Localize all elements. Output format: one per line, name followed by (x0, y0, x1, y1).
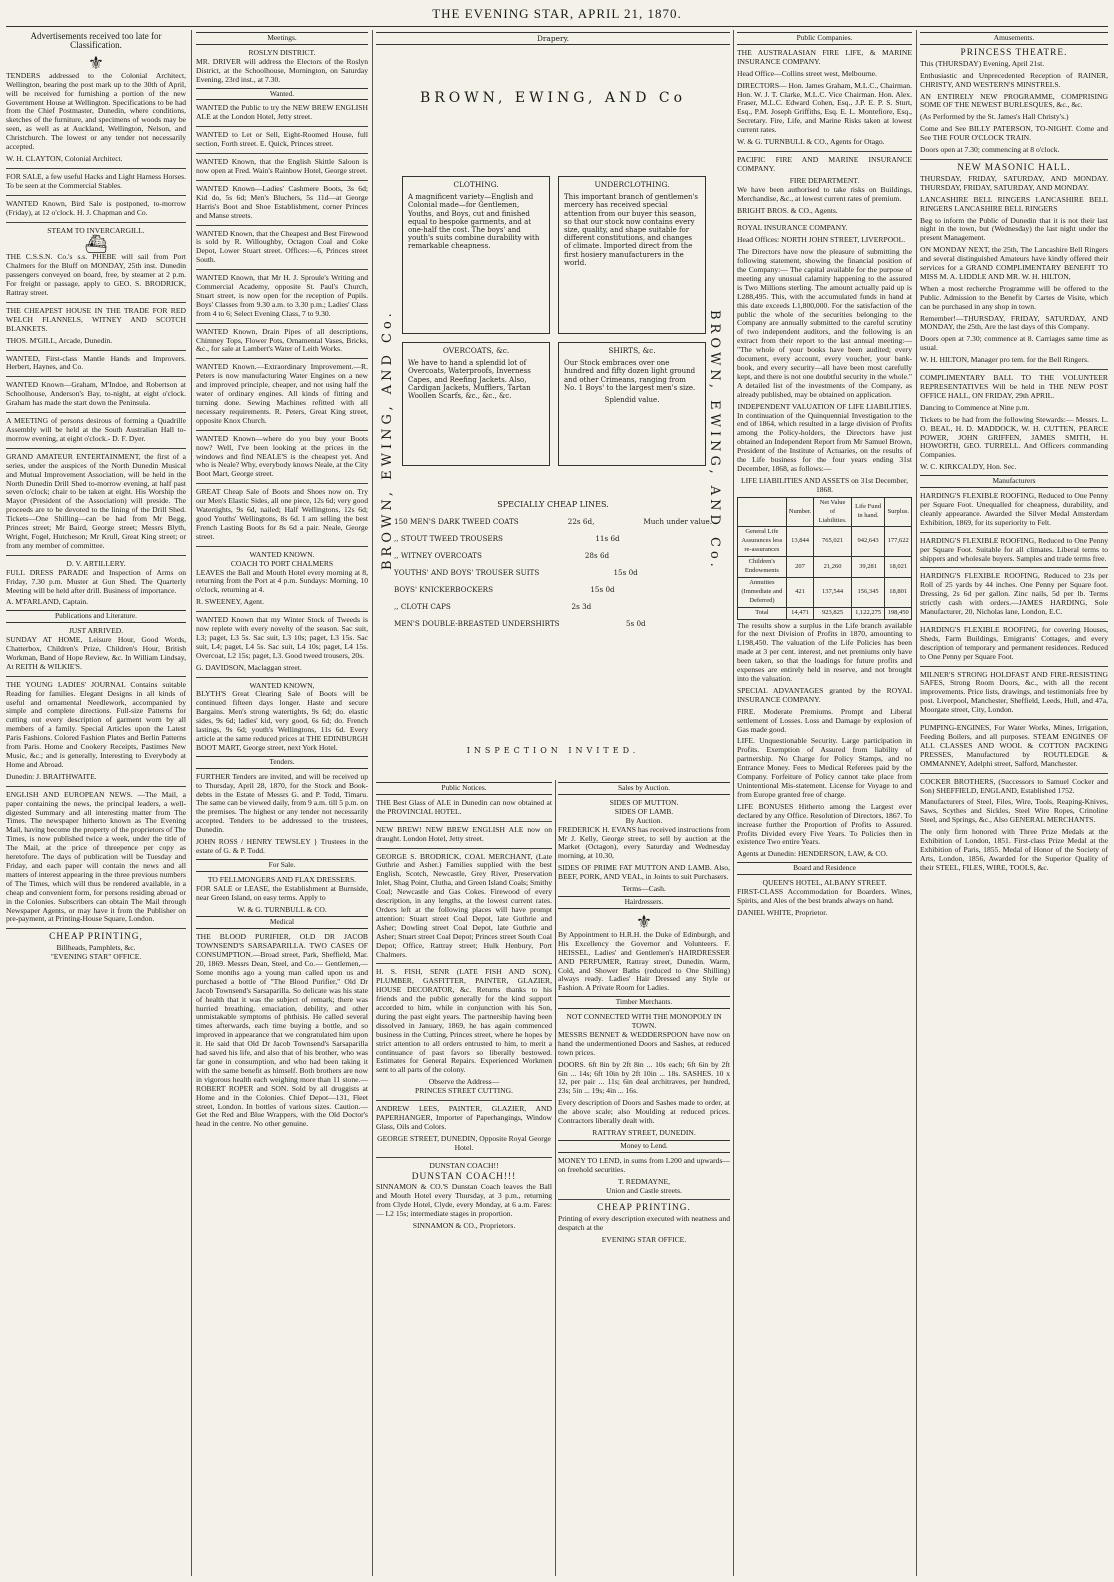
ad-australasian: THE AUSTRALASIAN FIRE LIFE, & MARINE INSURANCE COMPANY. (737, 47, 912, 66)
ad-parade: FULL DRESS PARADE and Inspection of Arms on Friday, 7.30 p.m. Muster at Gun Shed. The Quarterly Meeting will be held after drill. Business of importance. (6, 567, 186, 595)
price-line (394, 602, 712, 611)
table-cell: 923,825 (814, 607, 851, 619)
ad-bird-sale: WANTED Known, Bird Sale is postponed, to-morrow (Friday), at 12 o'clock. H. J. Chapman and Co. (6, 198, 186, 217)
column-divider (555, 780, 556, 1576)
ad-heading: COACH TO PORT CHALMERS (230, 558, 334, 568)
ad-money: MONEY TO LEND, in sums from L200 and upwards—on freehold securities. (558, 1155, 730, 1174)
table-cell: 18,801 (885, 577, 912, 607)
section-heading: Sales by Auction. (558, 782, 730, 795)
table-cell: 13,844 (786, 527, 814, 557)
table-cell: 198,450 (885, 607, 912, 619)
ad-fish: H. S. FISH, SENR (LATE FISH AND SON). PLUMBER, GASFITTER, PAINTER, GLAZIER, HOUSE DECORATOR, &c. Returns thanks to his friends and the public generally for the kind support accorded to him, while in conjunction with his Son, during the past eight years. The partnership having been dissolved in January, 1869, he has again commenced business in the Cutting, Princes street, where he hopes by strict attention to all orders entrusted to him, to merit a continuance of past favors so liberally bestowed. Estimates for General Repairs. Experienced Workmen sent to all parts of the colony. (376, 967, 552, 1075)
ad-royal: ROYAL INSURANCE COMPANY. (737, 223, 848, 233)
price-line (394, 568, 712, 577)
ad-wanted: WANTED Known.—Extraordinary Improvement.—R. Peters is now manufacturing Water Engines on a new and improved principle, cheaper, and not using half the water of ordinary engines. All kinds of fitting and turning done. Sewing Machines refitted with all necessary requirements. R. Peters, Great King street, opposite Knox Church. (196, 362, 368, 425)
column-late-advertisements (6, 30, 186, 1576)
ad-tickets: Tickets to be had from the following Stewards:— Messrs. L. O. BEAL, H. D. MADDOCK, W. H. CUTTEN, PEARCE POWER, JOHN GRIFFEN, JAMES SMITH, H. HOWORTH, GEO. TURRELL. And Officers commanding Companies. (920, 414, 1108, 460)
table-cell: 39,281 (851, 557, 885, 578)
table-row-label: Total (738, 607, 787, 619)
ad-heading: INDEPENDENT VALUATION OF LIFE LIABILITIES. (737, 401, 912, 411)
ad-heading: JUST ARRIVED. (68, 626, 124, 636)
box-text: This important branch of gentlemen's mercery has received special attention from our buyer this season, so that our stock now contains every size, quality, and shape suitable for different constitutions, and changes of climate. Imported direct from the first hosiery manufacturers in the world. (564, 193, 699, 267)
ad-text: This (THURSDAY) Evening, April 21st. (920, 58, 1045, 68)
drapery-vertical-right: BROWN, EWING, AND Co. (707, 309, 722, 571)
ad-text: LANCASHIRE BELL RINGERS LANCASHIRE BELL RINGERS LANCASHIRE BELL RINGERS (920, 194, 1108, 213)
ad-wanted: WANTED to Let or Sell, Eight-Roomed House, full section, Forth street. E. Quick, Princes street. (196, 130, 368, 149)
ad-signature: THOS. M'GILL, Arcade, Dunedin. (6, 335, 113, 345)
drapery-vertical-left: BROWN, EWING, AND Co. (380, 309, 395, 571)
ad-text: Manufacturers of Steel, Files, Wire, Tools, Reaping-Knives, Saws, Scythes and Sickles, Steel Wire Ropes, Crinoline Steel, and Springs, &c., Also GENERAL MERCHANTS. (920, 797, 1108, 825)
section-heading: Public Notices. (376, 782, 552, 795)
ad-signature: A. M'FARLAND, Captain. (6, 597, 89, 607)
ad-royal-statement: The Directors have now the pleasure of submitting the following statement, showing the financial position of the Company:— The capital available for the purpose of meeting any unusual calamity happening to the assured is Two Millions sterling. The amount actually paid up is L288,495. This, with the accumulated funds in hand at this date exceeds L1,800,000. For the satisfaction of the public the whole of the securities belonging to the Company are annually submitted to the careful scrutiny of two independent auditors, and the following is an extract from their report to the last annual meeting:— "The whole of your books have been audited; every document, every account, every voucher, your bank-book, and every security—all have been most carefully kept, and there is not one doubtful security in the whole." A detailed list of the investments of the Company, as already published, may be obtained on application. (737, 247, 912, 399)
ad-for-sale-horses: FOR SALE, a few useful Hacks and Light Harness Horses. To be seen at the Commercial Stables. (6, 171, 186, 190)
ad-fire: FIRE. Moderate Premiums. Prompt and Liberal settlement of Losses. Loss and Damage by explosion of Gas made good. (737, 706, 912, 734)
ad-text: Observe the Address— (428, 1077, 500, 1087)
ad-text: Doors open at 7.30; commence at 8. Carriages same time as usual. (920, 334, 1108, 353)
ad-doors-prices: DOORS. 6ft 8in by 2ft 8in ... 10s each; 6ft 6in by 2ft 6in ... 14s; 6ft 10in by 2ft 10in ... 18s. SASHES. 10 x 12, per pair ... 11s; 6in deal architraves, per hundred, 23s; 5in ... 19s; 4in ... 16s. (558, 1059, 730, 1096)
ad-signature: BRIGHT BROS. & CO., Agents. (737, 205, 838, 215)
ad-printing: Printing of every description executed with neatness and despatch at the (558, 1214, 730, 1233)
ad-wanted: WANTED the Public to try the NEW BREW ENGLISH ALE at the London Hotel, Jetty street. (196, 103, 368, 122)
section-heading: Board and Residence (737, 862, 912, 875)
column-divider (916, 30, 917, 1576)
price-line (394, 517, 712, 526)
section-heading: Timber Merchants. (558, 996, 730, 1009)
box-text: Splendid value. (604, 396, 660, 405)
table-header-cell: Net Value of Liabilities. (814, 497, 851, 527)
ad-signature: SINNAMON & CO., Proprietors. (412, 1221, 516, 1231)
ad-blyth: BLYTH'S Great Clearing Sale of Boots will be continued fifteen days longer. Haste and secure Bargains. Men's strong watertights, 9s 6d; do. elastic sides, 9s 6d; ladies' kid, very good, 6s 6d; do. French lastings, 9s 6d; youth's Wellingtons, 11s 6d. Every article at the same reduced prices at THE EDINBURGH BOOT MART, George street, next York Hotel. (196, 689, 368, 752)
inspection-invited: INSPECTION INVITED. (466, 746, 640, 755)
ad-heading: WANTED KNOWN, (249, 680, 315, 690)
ad-cheapest-house: THE CHEAPEST HOUSE IN THE TRADE FOR RED WELCH FLANNELS, WITNEY AND SCOTCH BLANKETS. (6, 305, 186, 333)
ad-text: Billheads, Pamphlets, &c. (56, 943, 136, 953)
table-cell: 765,021 (814, 527, 851, 557)
section-heading: For Sale. (196, 859, 368, 872)
price-line-price: 15s 0d (590, 585, 615, 594)
price-line-item: MEN'S DOUBLE-BREASTED UNDERSHIRTS (394, 619, 560, 628)
box-text: We have to hand a splendid lot of Overcoats, Waterproofs, Inverness Capes, and Reefing Jackets. Also, Cardigan Jackets, Mufflers, Tartan Woollen Scarfs, &c., &c., &c. (408, 359, 531, 401)
price-line-item: ,, WITNEY OVERCOATS (394, 551, 482, 560)
price-line-price: 11s 6d (595, 534, 620, 543)
price-line-item: BOYS' KNICKERBOCKERS (394, 585, 494, 594)
ad-wanted: WANTED Known, Drain Pipes of all descriptions, Chimney Tops, Flower Pots, Ornamental Vases, Bricks, &c., for sale at Lambert's Water of Leith Works. (196, 326, 368, 354)
section-heading: Money to Lend. (558, 1140, 730, 1153)
ad-wanted: WANTED Known that my Winter Stock of Tweeds is now replete with every novelty of the season. Sac suit, L3; paget, L3 5s. Sac suit, L3 10s; paget, L3 15s. Sac suit, L4; paget, L4 5s. Sac suit, L4 10s; paget, L4 15s. Overcoat, L2 15s; paget, L3. Good tweed trousers, 20s. (196, 615, 368, 660)
ad-signature: G. DAVIDSON, Maclaggan street. (196, 662, 302, 672)
ad-text: We have been authorised to take risks on Buildings, Merchandise, &c., at lowest current rates of premium. (737, 184, 912, 203)
ad-text: Come and See BILLY PATERSON, TO-NIGHT. Come and See THE FOUR O'CLOCK TRAIN. (920, 124, 1108, 143)
ad-signature: W. H. CLAYTON, Colonial Architect. (6, 153, 123, 163)
table-row-label: General Life Assurances less re-assurances (738, 527, 787, 557)
ad-milner: MILNER'S STRONG HOLDFAST AND FIRE-RESISTING SAFES, Strong Room Doors, &c., with all the recent improvements. Price lists, drawings, and testimonials free by post. Liverpool, Manchester, Sheffield, Leeds, Hull, and 47a, Moorgate street, City, London. (920, 669, 1108, 715)
table-row (738, 527, 912, 557)
ad-life: LIFE. Unquestionable Security. Large participation in Profits. Exemption of Assured from liability of partnership. No Charge for Policy Stamps, and no Entrance Money. Fees to Medical Referees paid by the Company. Forfeiture of Policy cannot take place from Unintentional Mis-statement. License for Voyage to and from Europe granted free of charge. (737, 736, 912, 799)
ad-lease: FOR SALE or LEASE, the Establishment at Burnside, near Green Island, on easy terms. Apply to (196, 883, 368, 902)
table-row (738, 557, 912, 578)
box-text: Our Stock embraces over one hundred and fifty dozen light ground and other Crimeans, ranging from No. 1 Boys' to the largest men's size. (564, 359, 696, 392)
ad-ball: COMPLIMENTARY BALL TO THE VOLUNTEER REPRESENTATIVES Will be held in THE NEW POST OFFICE HALL, ON FRIDAY, 29th APRIL. (920, 373, 1108, 400)
table-cell: 137,544 (814, 577, 851, 607)
ad-quadrille: A MEETING of persons desirous of forming a Quadrille Assembly will be held at the South Australian Hall to-morrow evening, at eight o'clock.- D. F. Dyer. (6, 416, 186, 443)
ad-text: (As Performed by the St. James's Hall Christy's.) (920, 112, 1069, 122)
box-underclothing (558, 176, 706, 334)
ad-brodrick: GEORGE S. BRODRICK, COAL MERCHANT, (Late Guthrie and Asher.) Families supplied with the best English, Scotch, Newcastle, Grey River, Preservation Inlet, Shag Point, Clutha, and Green Island Coals; Smithy Coal; Newcastle and Gas Cokes. Firewood of every description, in any lengths, at the lowest current rates. Orders left at the following places will have prompt attention: Stuart street Coal Depot, late Guthrie and Asher; Dowling street Coal Depot, late Guthrie and Asher; Stuart street Coal Depot; Princes street South Coal Depot; Office, Rattray street; Hulk Henbury, Port Chalmers. (376, 851, 552, 959)
price-line-price: 28s 6d (584, 551, 610, 560)
price-line (394, 551, 712, 560)
section-heading: Public Companies. (737, 32, 912, 45)
ad-bennet: MESSRS BENNET & WEDDERSPOON have now on hand the undermentioned Doors and Sashes, at reduced town prices. (558, 1029, 730, 1057)
ad-mantle-hands: WANTED, First-class Mantle Hands and Improvers. Herbert, Haynes, and Co. (6, 353, 186, 372)
ad-driver: MR. DRIVER will address the Electors of the Roslyn District, at the Schoolhouse, Mornington, on Saturday Evening, 23rd inst., at 7.30. (196, 56, 368, 84)
ad-directors: DIRECTORS— Hon. James Graham, M.L.C., Chairman. Hon. W. J. T. Clarke, M.L.C. Vice Chairman. Hon. Alex. Fraser, M.L.C. Edward Cohen, Esq., J.P. E. P. S. Sturt, Esq., P.M. Joseph Griffiths, Esq. E. L. Montefiore, Esq., Secretary. Fire, Life, and Marine Risks taken at lowest current rates. (737, 80, 912, 135)
ad-text: Enthusiastic and Unprecedented Reception of RAINER, CHRISTY, AND WESTERN'S MINSTRELS. (920, 70, 1108, 89)
box-heading: CLOTHING. (453, 180, 499, 189)
section-heading: Hairdressers. (558, 896, 730, 909)
life-liabilities-table (737, 497, 912, 620)
masthead: THE EVENING STAR, APRIL 21, 1870. (432, 6, 682, 21)
ad-wanted: GREAT Cheap Sale of Boots and Shoes now on. Try our Men's Elastic Sides, all one piece, 12s 6d; very good Watertights, 9s 6d, nailed; Half Wellingtons, 12s 6d; good Youths' Wellingtons, 8s 6d. I am selling the best French Lasting Boots for 8s 6d a pair. Neale, George street. (196, 487, 368, 541)
ad-heading: WANTED KNOWN. (249, 549, 315, 559)
ad-heading: SPECIAL ADVANTAGES granted by the ROYAL INSURANCE COMPANY. (737, 685, 912, 704)
ad-heading: DUNSTAN COACH!! (429, 1160, 499, 1170)
price-line-item: YOUTHS' AND BOYS' TROUSER SUITS (394, 568, 540, 577)
ad-wanted: WANTED Known—where do you buy your Boots now? Well, I've been looking at the prices in the windows and find NEALE'S is the cheapest yet. And who is Neale? Why, everybody knows Neale, at the City Boot Mart, George street. (196, 433, 368, 479)
price-line-price: 5s 0d (625, 619, 646, 628)
ad-heading: PRINCESS THEATRE. (960, 47, 1068, 58)
ad-text: Head Offices: NORTH JOHN STREET, LIVERPOOL. (737, 235, 906, 245)
ad-text: Head Office—Collins street west, Melbourne. (737, 68, 877, 78)
box-overcoats (402, 342, 550, 466)
table-cell: 14,471 (786, 607, 814, 619)
ad-heading: ROSLYN DISTRICT. (248, 47, 316, 57)
column-public-notices (376, 780, 552, 1576)
ad-signature: Dunedin: J. BRAITHWAITE. (6, 771, 97, 781)
ad-text: Terms—Cash. (622, 884, 666, 894)
table-cell: 177,622 (885, 527, 912, 557)
ad-wanted: WANTED Known, that the English Skittle Saloon is now open at Fred. Wain's Rainbow Hotel, George street. (196, 157, 368, 175)
ad-evans: FREDERICK H. EVANS has received instructions from Mr J. Kelly, George street, to sell by auction at the Market (Octagon), every Saturday and Wednesday morning, at 10.30, (558, 824, 730, 861)
price-line (394, 585, 712, 594)
drapery-title: BROWN, EWING, AND Co (419, 90, 687, 106)
ad-heading: NOT CONNECTED WITH THE MONOPOLY IN TOWN. (566, 1012, 722, 1031)
ad-signature: W. C. KIRKCALDY, Hon. Sec. (920, 462, 1017, 472)
price-line-item: ,, STOUT TWEED TROUSERS (394, 534, 503, 543)
ad-first-class: FIRST-CLASS Accommodation for Boarders. Wines, Spirits, and Ales of the best brands always on hand. (737, 887, 912, 905)
ad-signature: W. H. HILTON, Manager pro tem. for the Bell Ringers. (920, 355, 1089, 365)
ad-coach: LEAVES the Ball and Mouth Hotel every morning at 8, returning from the Port at 4 p.m. Sundays: Morning, 10 o'clock, returning at 4. (196, 567, 368, 595)
price-line-price: 15s 0d (613, 568, 638, 577)
price-line (394, 534, 712, 543)
column-amusements (920, 30, 1108, 1576)
section-heading: Wanted. (196, 88, 368, 101)
ad-heading: NEW MASONIC HALL. (957, 162, 1071, 173)
table-header-cell: Life Fund in hand. (851, 497, 885, 527)
table-cell: 1,122,275 (851, 607, 885, 619)
drapery-advertisement (376, 30, 730, 778)
ad-text: By Auction. (625, 815, 663, 825)
ad-signature: R. SWEENEY, Agent. (196, 597, 264, 607)
table-cell: 156,345 (851, 577, 885, 607)
ad-prime: SIDES OF PRIME FAT MUTTON AND LAMB. Also, BEEF, PORK, AND VEAL, in Joints to suit Purchasers. (558, 863, 730, 882)
ad-heading: CHEAP PRINTING, (49, 932, 143, 943)
ad-pumping: PUMPING-ENGINES, For Water Works, Mines, Irrigation, Feeding Boilers, and all purposes. STEAM ENGINES OF ALL CLASSES AND WOOL & COTTON PACKING PRESSES, Manufactured by ROUTLEDGE & OMMANNEY, Adelphi street, Salford, Manchester. (920, 723, 1108, 768)
ad-wanted: WANTED Known, that Mr H. J. Sproule's Writing and Commercial Academy, opposite St. Paul's Church, Stuart street, is now open for the reception of Pupils. Boys' Classes from 9.30 a.m. to 3.30 p.m.; Ladies' Class from 4 to 6; Select Evening Class, 7 to 9.30. (196, 273, 368, 318)
section-heading: Advertisements received too late for Classification. (30, 31, 162, 50)
ad-signature: W. & G. TURNBULL & CO., Agents for Otago. (737, 137, 885, 147)
column-divider (191, 30, 192, 1576)
table-cell: 421 (786, 577, 814, 607)
box-clothing (402, 176, 550, 334)
ad-signature: DANIEL WHITE, Proprietor. (737, 907, 828, 917)
box-heading: OVERCOATS, &c. (442, 346, 510, 355)
price-line (394, 619, 712, 628)
table-row-label: Annuities (Immediate and Deferred) (738, 577, 787, 607)
ad-text: THURSDAY, FRIDAY, SATURDAY, AND MONDAY. THURSDAY, FRIDAY, SATURDAY, AND MONDAY. (920, 173, 1108, 192)
ad-harding: HARDING'S FLEXIBLE ROOFING, for covering Houses, Sheds, Farm Buildings, Emigrants' Cottages, and every description of temporary and permanent residences. Reduced to One Penny per Square Foot. (920, 624, 1108, 661)
ad-results: The results show a surplus in the Life branch available for the next Division of Profits in 1870, amounting to L198,450. The valuation of the Life Policies has been made at 3 per cent. interest, and net premiums only have been taken, so that the loadings for future profits and expenses are entirely held in reserve, and not brought into the valuation. (737, 620, 912, 683)
table-cell: 207 (786, 557, 814, 578)
ad-every-description: Every description of Doors and Sashes made to order, at the above scale; also Moulding at reduced prices. Contractors liberally dealt with. (558, 1098, 730, 1126)
price-line-item: ,, CLOTH CAPS (394, 602, 451, 611)
ad-text: "EVENING STAR" OFFICE. (50, 952, 142, 962)
ad-grand-amateur: GRAND AMATEUR ENTERTAINMENT, the first of a series, under the auspices of the North Dunedin Musical and Mutual Improvement Association, will be held in the North Dunedin Drill Shed to-morrow evening, at half past seven o'clock; chair to be taken at eight. His Worship the Mayor (President of the Association) will preside. The proceeds are to be devoted to the lining of the Drill Shed. Tickets—One Shilling—can be had from Mr Begg, Princes street; Mr Baird, George street; Messrs Blyth, Wright, Fogel, Hutcheson; Mr Krull, Great King street; or from any member of committee. (6, 451, 186, 550)
ad-wanted: WANTED Known—Ladies' Cashmere Boots, 3s 6d; Kid do, 5s 6d; Men's Bluchers, 5s 11d—at George Harris's Boot and Shoe Establishment, corner Princes and Manse streets. (196, 183, 368, 220)
ad-wanted: WANTED Known, that the Cheapest and Best Firewood is sold by R. Willoughby, Octagon Coal and Coke Depot, Lower Stuart street. Offices:—6, Princes street South. (196, 228, 368, 265)
ad-heading: SIDES OF MUTTON. (609, 797, 679, 807)
ad-heissel: By Appointment to H.R.H. the Duke of Edinburgh, and His Excellency the Governor and Volunteers. F. HEISSEL, Ladies' and Gentlemen's HAIRDRESSER AND PERFUMER, Rattray street, Dunedin. Warm, Cold, and Shower Baths (reduced to One Shilling) always ready. Ladies' Hair Dressed any Style or Fashion. A Private Room for Ladies. (558, 929, 730, 993)
ad-harding: HARDING'S FLEXIBLE ROOFING, Reduced to One Penny per Square Foot. Unequalled for cheapness, durability, and cleanly appearance. Awarded the Silver Medal Amsterdam Exhibition, 1869, for its superiority to Felt. (920, 491, 1108, 527)
ad-pacific: PACIFIC FIRE AND MARINE INSURANCE COMPANY. (737, 154, 912, 173)
ad-bonuses: LIFE BONUSES Hitherto among the Largest ever declared by any Office. Resolution of Directors, 1867. To increase further the Proportion of Profits to Assured. Profits Divided every Five Years. To Policies then in existence Two entire Years. (737, 801, 912, 847)
ad-heading: QUEEN'S HOTEL, ALBANY STREET. (762, 878, 887, 888)
ad-text: In continuation of the Quinquennial Investigation to the end of 1864, which resulted in a large division of Profits among the Policy-holders, the Directors have just obtained an Independent Report from Mr Samuel Brown, President of the Institute of Actuaries, on the results of the Life business for the four years ending 31st December, 1868, as follows:— (737, 410, 912, 473)
ad-text: Dancing to Commence at Nine p.m. (920, 402, 1030, 412)
price-line-price: 22s 6d, (567, 517, 595, 526)
column-divider (372, 30, 373, 1576)
ad-heading: DUNSTAN COACH!!! (411, 1171, 517, 1182)
column-sales (558, 780, 730, 1576)
box-shirts (558, 342, 706, 466)
table-row (738, 577, 912, 607)
section-heading: Drapery. (376, 32, 730, 45)
ad-graham: WANTED Known—Graham, M'Indoe, and Robertson at Schoolhouse, Anderson's Bay, to-night, at eight o'clock. Graham has made the start down the Peninsula. (6, 380, 186, 408)
ad-heading: SIDES OF LAMB. (614, 806, 674, 816)
column-public-companies (737, 30, 912, 1576)
ad-new-brew: NEW BREW! NEW BREW ENGLISH ALE now on draught. London Hotel, Jetty street. (376, 824, 552, 843)
box-heading: UNDERCLOTHING. (594, 180, 670, 189)
ad-steam-invercargill: THE C.S.S.N. Co.'s s.s. PHEBE will sail from Port Chalmers for the Bluff on MONDAY, 25th inst. Dunedin passengers conveyed on board, free, by steamer at 2 p.m. For freight or passage, apply to GEO. S. BRODRICK, Rattray street. (6, 252, 186, 298)
ad-heading: CHEAP PRINTING. (597, 1203, 691, 1214)
ad-heading: FIRE DEPARTMENT. (789, 175, 860, 185)
price-line-item: 150 MEN'S DARK TWEED COATS (394, 517, 519, 526)
ad-english-news: ENGLISH AND EUROPEAN NEWS. —The Mail, a paper containing the news, the principal leaders, a well-digested Summary and all interesting matter from The Times. The newspaper hitherto known as The Evening Mail, having become the property of the proprietors of The Times, is now published twice a week, under the title of The Mail, at the price of threepence per copy as heretofore. The days of publication will be Tuesday and Friday, and each paper will contain the news and all matters of interest appearing in the three previous numbers of The Times, which will thus be rendered available, in a cheap and convenient form, for persons residing abroad or in the Colonies. Subscribers can obtain The Mail through Newspaper Agents, or may have it from the Publisher on pre-payment, at Printing-House Square, London. (6, 789, 186, 924)
ad-text: EVENING STAR OFFICE. (601, 1235, 687, 1245)
royal-arms-icon: ⚜ (635, 911, 653, 932)
table-cell: 942,643 (851, 527, 885, 557)
ad-young-ladies-journal: THE YOUNG LADIES' JOURNAL Contains suitable Reading for families. Elegant Designs in all kinds of useful and ornamental Needlework, accompanied by simple and complete directions. Full-size Patterns for cutting out every description of garment worn by all members of a family. Special Articles upon the Latest Paris Fashions. Colored Fashion Plates and Berlin Patterns from Paris. Home and Cookery Receipts, Pastimes New Music, &c.; and is generally, Interesting to Everybody at Home and Abroad. (6, 679, 186, 769)
section-heading: Manufacturers (920, 475, 1108, 488)
ad-text: When a most recherche Programme will be offered to the Public. Admission to the Benefit by Cartes de Visite, which can be purchased in any shop in town. (920, 283, 1108, 311)
ad-medals: The only firm honored with Three Prize Medals at the Exhibition of London, 1851. First-class Prize Medal at the Exhibition of Paris, 1855. Medal of Honor of the Society of Arts, London, 1856, Awarded for the Superior Quality of their STEEL, FILES, WIRE, TOOLS, &c. (920, 827, 1108, 872)
column-divider (733, 30, 734, 1576)
cheap-lines-list (394, 500, 712, 636)
ad-text: ON MONDAY NEXT, the 25th, The Lancashire Bell Ringers and several distinguished Amateurs have kindly offered their services for a GRAND COMPLIMENTARY BENEFIT TO MISS M. A. LIDDLE AND MR. W. H. HILTON, (920, 245, 1108, 281)
ad-sunday-at-home: SUNDAY AT HOME, Leisure Hour, Good Words, Chatterbox, Children's Prize, Children's Hour, British Workman, Band of Hope Review, &c. In William Lindsay, At REITH & WILKIE'S. (6, 635, 186, 671)
ad-text: Union and Castle streets. (606, 1185, 682, 1195)
ad-heading: STEAM TO INVERCARGILL. (47, 225, 145, 235)
table-heading: LIFE LIABILITIES AND ASSETS on 31st December, 1868. (741, 475, 908, 494)
section-heading: Medical (196, 916, 368, 929)
steamship-icon: ⛴ (84, 234, 108, 255)
table-row (738, 607, 912, 619)
price-line-note: Much under value. (643, 517, 712, 526)
box-text: A magnificent variety—English and Colonial made—for Gentlemen, Youths, and Boys, cut and finished equal to bespoke garments, and at one-half the cost. The boys' and youth's suits combine durability with remarkable cheapness. (408, 193, 540, 251)
royal-arms-icon: ⚜ (87, 52, 105, 73)
ad-text: Remember!—THURSDAY, FRIDAY, SATURDAY, AND MONDAY, the 25th, Are the last days of this Company. (920, 313, 1108, 332)
ad-harding: HARDING'S FLEXIBLE ROOFING, Reduced to One Penny per Square Foot. Suitable for all climates. Liberal terms to shippers and wholesale buyers. Samples and trade terms free. (920, 535, 1108, 563)
ad-text: RATTRAY STREET, DUNEDIN. (592, 1128, 696, 1137)
ad-text: Doors open at 7.30; commencing at 8 o'clock. (920, 145, 1060, 155)
column-meetings-wanted (196, 30, 368, 1576)
table-row-label: Children's Endowments (738, 557, 787, 578)
ad-text: Beg to inform the Public of Dunedin that it is not their last night in the town, but (Wednesday) the last night under the present Management. (920, 215, 1108, 243)
ad-provincial-hotel: THE Best Glass of ALE in Dunedin can now obtained at the PROVINCIAL HOTEL. (376, 797, 552, 816)
ad-harding: HARDING'S FLEXIBLE ROOFING, Reduced to 23s per Roll of 25 yards by 44 inches. One Penny per Square foot. Dressing, 2s 6d per gallon. Zinc nails, 5d per lb. Terms strictly cash with orders.—JAMES HARDING, Sole Manufacturer, 20, Nicholas lane, London, E.C. (920, 571, 1108, 617)
table-cell: 21,260 (814, 557, 851, 578)
price-line-price: 2s 3d (571, 602, 592, 611)
ad-trustees: JOHN ROSS / HENRY TEWSLEY } Trustees in the estate of G. & P. Todd. (196, 837, 368, 855)
ad-heading: TO FELLMONGERS AND FLAX DRESSERS. (207, 874, 357, 884)
ad-blood-purifier: THE BLOOD PURIFIER, OLD DR JACOB TOWNSEND'S SARSAPARILLA. TWO CASES OF CONSUMPTION.—Broad street, Park, Sheffield, Mar. 20, 1869. Messrs Dean, Steel, and Co.— Gentlemen,—Some months ago a young man called upon us and purchased a bottle of "The Blood Purifier," Old Dr Jacob Townsend's Sarsaparilla. So delicate was his state of health that it was the subject of remark; there was hurried breathing, emaciation, debility, and other unmistakable symptoms of phthisis. He called several times afterwards, each time buying a bottle, and so improved in appearance that we congratulated him upon it. He said that Old Dr Jacob Townsend's Sarsaparilla had saved his life, and also that of his brother, who was far gone in consumption, and who had been taking it with the same benefit as himself. Both brothers are now in vigorous health each weighing more than 11 stone.— ROBERT ROPER and SON. Sold by all druggists at Home and in the Colonies. Chief Depot—131, Fleet street, London. In bottles of various sizes. Caution.—Get the Red and Blue Wrappers, with the Old Doctor's head in the centre. No other genuine. (196, 932, 368, 1129)
ad-sinnamon: SINNAMON & CO.'S Dunstan Coach leaves the Ball and Mouth Hotel every Thursday, at 3 p.m., returning from Clyde Hotel, Clyde, every Monday, at 6 a.m. Fares:— L2 15s; intermediate stages in proportion. (376, 1182, 552, 1219)
ad-signature: T. REDMAYNE, (617, 1176, 671, 1186)
box-heading: SHIRTS, &c. (608, 346, 656, 355)
section-heading: Tenders. (196, 756, 368, 769)
ad-text: AN ENTIRELY NEW PROGRAMME, COMPRISING SOME OF THE NEWEST BURLESQUES, &c., &c. (920, 91, 1108, 110)
ad-tenders-colonial: TENDERS addressed to the Colonial Architect, Wellington, bearing the post mark up to the 30th of April, will be received for furnishing a portion of the new Government House at Wellington. Specifications to be had from the Chief Postmaster, Dunedin, where conditions, sketches of the furniture, and specimens of woods may be seen, as well as at Auckland, Wellington, Nelson, and Christchurch. The lowest or any tender not necessarily accepted. (6, 70, 186, 152)
list-heading: SPECIALLY CHEAP LINES. (497, 500, 609, 509)
masthead-rule (6, 26, 1108, 27)
section-heading: Meetings. (196, 32, 368, 45)
ad-further-tenders: FURTHER Tenders are invited, and will be received up to Thursday, April 28, 1870, for the Stock and Book-debts in the Estate of Messrs G. and P. Todd, Timaru. The same can be viewed daily, from 9 a.m. till 5 p.m. on the premises. The highest or any tender not necessarily accepted. Tenders to be addressed to the trustees, Dunedin. (196, 771, 368, 835)
ad-text: GEORGE STREET, DUNEDIN, Opposite Royal George Hotel. (377, 1133, 551, 1152)
section-heading: Amusements. (920, 32, 1108, 45)
ad-signature: W. & G. TURNBULL & CO. (237, 904, 327, 914)
ad-lees: ANDREW LEES, PAINTER, GLAZIER, AND PAPERHANGER, Importer of Paperhangings, Window Glass, Oils and Colors. (376, 1104, 552, 1131)
table-header-cell: Number. (786, 497, 814, 527)
ad-signature: Agents at Dunedin: HENDERSON, LAW, & CO. (737, 849, 888, 859)
ad-text: PRINCES STREET CUTTING. (415, 1086, 513, 1096)
table-header-cell: Surplus. (885, 497, 912, 527)
section-heading: Publications and Literature. (6, 610, 186, 623)
ad-cocker: COCKER BROTHERS, (Successors to Samuel Cocker and Son) SHEFFIELD, ENGLAND, Established 1752. (920, 776, 1108, 795)
ad-heading: D. V. ARTILLERY. (66, 558, 126, 568)
table-cell: 18,021 (885, 557, 912, 578)
